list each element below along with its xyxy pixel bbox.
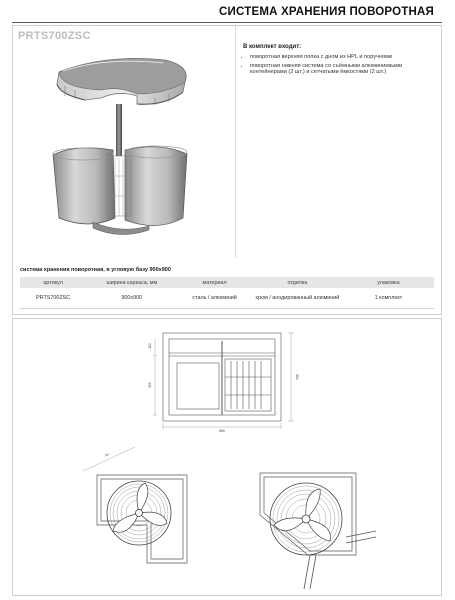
dim-diagonal-label: 767 <box>103 452 111 458</box>
page-title: СИСТЕМА ХРАНЕНИЯ ПОВОРОТНАЯ <box>219 6 434 18</box>
lower-baskets <box>53 146 187 235</box>
door-lines <box>304 531 376 589</box>
cell-article: PRTS700ZSC <box>20 288 86 309</box>
kit-list <box>243 54 433 76</box>
kit-item: • поворотная нижняя система со съёмными алюминиевыми контейнерами (2 шт.) и сетчатыми ёмкостями (2 шт.) <box>250 63 433 77</box>
col-material: материал <box>177 277 252 288</box>
plan-view-drawing <box>75 445 205 570</box>
dim-width-label: 865 <box>219 429 225 433</box>
cell-width: 900х900 <box>86 288 177 309</box>
kit-item: • поворотная верхняя полка с дном из HPL и поручнями <box>250 54 433 61</box>
plan-view-open-drawing <box>248 455 388 595</box>
col-width: ширина каркаса, мм <box>86 277 177 288</box>
rotating-basket-top <box>107 481 171 545</box>
spec-header-row <box>20 277 434 288</box>
kit-contents <box>243 44 433 78</box>
upper-shelf <box>57 59 186 106</box>
dim-inner-label: 505 <box>148 382 152 388</box>
col-package: упаковка <box>343 277 434 288</box>
front-elevation-drawing <box>135 325 320 435</box>
panel-divider <box>235 26 236 258</box>
spec-table <box>20 277 434 309</box>
article-code: PRTS700ZSC <box>18 30 91 42</box>
dim-top-label: 110 <box>148 343 152 349</box>
cell-material: сталь / алюминий <box>177 288 252 309</box>
kit-heading: В комплект входит: <box>243 44 302 50</box>
col-finish: отделка <box>252 277 343 288</box>
spec-caption: система хранения поворотная, в угловую базу 900х900 <box>20 267 171 273</box>
dim-height-label: 664 <box>295 374 299 380</box>
cell-finish: хром / анодированный алюминий <box>252 288 343 309</box>
product-photo <box>45 50 195 250</box>
col-article: артикул <box>20 277 86 288</box>
title-bar <box>12 2 442 23</box>
rotating-basket-top <box>270 483 342 555</box>
center-pole <box>116 104 122 156</box>
table-row <box>20 288 434 309</box>
cell-package: 1 комплект <box>343 288 434 309</box>
